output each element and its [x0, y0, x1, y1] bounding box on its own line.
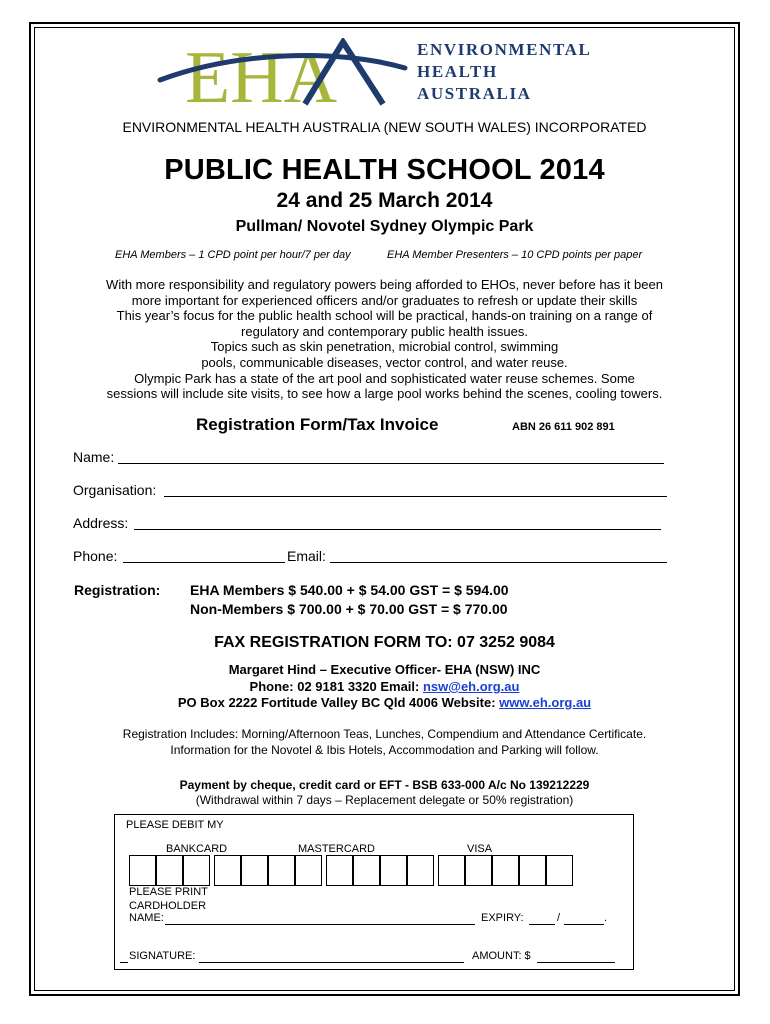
email-link[interactable]: nsw@eh.org.au [422, 679, 520, 694]
cpd-members: EHA Members – 1 CPD point per hour/7 per day [115, 249, 351, 261]
intro-line: pools, communicable diseases, vector control, and water reuse. [201, 354, 568, 370]
name-label: Name: [73, 449, 115, 465]
includes-line-1: Registration Includes: Morning/Afternoon Teas, Lunches, Compendium and Attendance Certificate. [122, 727, 647, 741]
amount-field[interactable] [537, 962, 615, 963]
address-label: Address: [73, 515, 129, 531]
card-digit-box[interactable] [546, 855, 573, 886]
payment-line: Payment by cheque, credit card or EFT - BSB 633-000 A/c No 139212229 [179, 778, 590, 792]
card-digit-box[interactable] [492, 855, 519, 886]
card-digit-box[interactable] [519, 855, 546, 886]
expiry-period: . [604, 912, 608, 924]
registration-label: Registration: [74, 582, 161, 598]
intro-line: Topics such as skin penetration, microbial control, swimming [210, 339, 559, 355]
cardholder-name-label: NAME: [129, 912, 164, 924]
contact-address-text: PO Box 2222 Fortitude Valley BC Qld 4006 Website: [177, 695, 500, 710]
organisation-line: ENVIRONMENTAL HEALTH AUSTRALIA (NEW SOUTH WALES) INCORPORATED [122, 119, 647, 135]
expiry-label: EXPIRY: [481, 912, 524, 924]
expiry-year-field[interactable] [564, 924, 604, 925]
contact-phone-email [34, 679, 735, 694]
card-digit-box[interactable] [129, 855, 156, 886]
cpd-presenters: EHA Member Presenters – 10 CPD points per paper [387, 249, 643, 261]
contact-name: Margaret Hind – Executive Officer- EHA (NSW) INC [228, 662, 541, 677]
expiry-month-field[interactable] [529, 924, 555, 925]
bankcard-option[interactable]: BANKCARD [166, 843, 228, 855]
phone-label: Phone: [73, 548, 118, 564]
organisation-field[interactable] [164, 496, 667, 497]
card-digit-box[interactable] [241, 855, 268, 886]
card-digit-box[interactable] [353, 855, 380, 886]
contact-address-website [34, 695, 735, 710]
registration-form-title: Registration Form/Tax Invoice [196, 415, 439, 434]
email-label: Email: [287, 548, 326, 564]
card-digit-box[interactable] [183, 855, 210, 886]
organisation-label: Organisation: [73, 482, 157, 498]
email-field[interactable] [330, 562, 667, 563]
amount-label: AMOUNT: $ [472, 950, 531, 962]
card-digit-box[interactable] [214, 855, 241, 886]
debit-heading: PLEASE DEBIT MY [126, 819, 224, 831]
event-venue: Pullman/ Novotel Sydney Olympic Park [235, 218, 534, 235]
intro-line: This year’s focus for the public health school will be practical, hands-on training on a range of [116, 308, 653, 324]
card-digit-box[interactable] [268, 855, 295, 886]
card-digit-box[interactable] [380, 855, 407, 886]
visa-option[interactable]: VISA [467, 843, 493, 855]
intro-line: sessions will include site visits, to see how a large pool works behind the scenes, cooling towers. [106, 386, 663, 402]
please-print-note: PLEASE PRINT [129, 886, 208, 898]
logo-word-environmental: ENVIRONMENTAL [417, 40, 592, 59]
eha-logo-letters: EHA [185, 38, 338, 110]
event-date: 24 and 25 March 2014 [276, 189, 493, 212]
includes-line-2: Information for the Novotel & Ibis Hotels, Accommodation and Parking will follow. [170, 743, 599, 757]
signature-label: SIGNATURE: [129, 950, 196, 962]
signature-lead-line [120, 962, 128, 963]
mastercard-option[interactable]: MASTERCARD [298, 843, 376, 855]
logo-word-australia: AUSTRALIA [417, 84, 532, 103]
logo-word-health: HEALTH [417, 62, 498, 81]
cardholder-name-field[interactable] [165, 924, 475, 925]
page-title: PUBLIC HEALTH SCHOOL 2014 [164, 154, 605, 186]
registration-nonmembers-price: Non-Members $ 700.00 + $ 70.00 GST = $ 770.00 [190, 601, 508, 617]
name-field[interactable] [118, 463, 664, 464]
registration-members-price: EHA Members $ 540.00 + $ 54.00 GST = $ 594.00 [190, 582, 509, 598]
website-link[interactable]: www.eh.org.au [499, 695, 592, 710]
signature-field[interactable] [199, 962, 464, 963]
card-digit-box[interactable] [438, 855, 465, 886]
cardholder-label: CARDHOLDER [129, 900, 207, 912]
card-digit-box[interactable] [295, 855, 322, 886]
card-digit-box[interactable] [407, 855, 434, 886]
address-field[interactable] [134, 529, 661, 530]
intro-line: regulatory and contemporary public health issues. [241, 323, 528, 339]
card-digit-box[interactable] [326, 855, 353, 886]
contact-phone-text: Phone: 02 9181 3320 Email: [249, 679, 423, 694]
intro-line: With more responsibility and regulatory powers being afforded to EHOs, never before has it been [106, 277, 663, 292]
card-digit-box[interactable] [156, 855, 183, 886]
fax-line: FAX REGISTRATION FORM TO: 07 3252 9084 [214, 634, 555, 651]
withdrawal-line: (Withdrawal within 7 days – Replacement delegate or 50% registration) [195, 793, 574, 807]
intro-line: more important for experienced officers and/or graduates to refresh or update their skills [131, 292, 638, 308]
expiry-slash: / [557, 912, 561, 924]
phone-field[interactable] [123, 562, 285, 563]
intro-paragraph [34, 277, 735, 402]
intro-line: Olympic Park has a state of the art pool and sophisticated water reuse schemes. Some [134, 370, 635, 386]
card-digit-box[interactable] [465, 855, 492, 886]
abn-number: ABN 26 611 902 891 [512, 421, 615, 433]
